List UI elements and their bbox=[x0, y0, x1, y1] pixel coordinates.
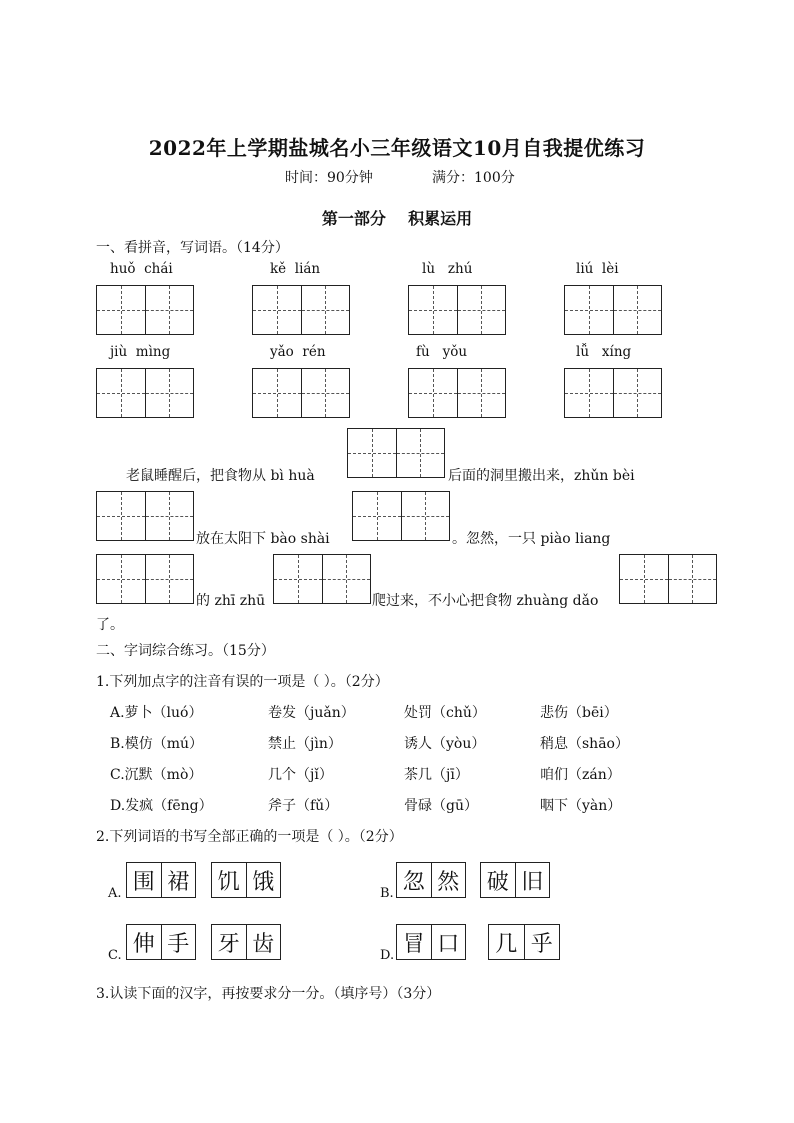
word-char: 口 bbox=[431, 925, 466, 959]
word-char: 乎 bbox=[524, 925, 560, 959]
option-item: 骨碌（gū） bbox=[404, 798, 478, 814]
word-char: 牙 bbox=[217, 931, 240, 957]
pinyin-label: yǎo rén bbox=[270, 344, 326, 360]
option-label: B. bbox=[380, 886, 394, 901]
answer-grid[interactable] bbox=[252, 368, 350, 418]
word-char: 然 bbox=[431, 863, 466, 897]
option-item: 茶几（jī） bbox=[404, 767, 469, 783]
word-char: 饿 bbox=[246, 863, 281, 897]
section1-heading: 一、看拼音，写词语。（14分） bbox=[96, 240, 289, 256]
word-box bbox=[211, 924, 281, 960]
answer-grid[interactable] bbox=[273, 554, 371, 604]
option-item: 几个（jǐ） bbox=[268, 767, 333, 783]
story-text: 。忽然，一只 piào liang bbox=[452, 531, 611, 547]
word-char: 伸 bbox=[132, 931, 155, 957]
word-char: 裙 bbox=[161, 863, 196, 897]
answer-grid[interactable] bbox=[352, 491, 450, 541]
question-3: 3.认读下面的汉字，再按要求分一分。（填序号）（3分） bbox=[96, 986, 441, 1002]
option-label: D. bbox=[380, 948, 395, 963]
option-item: 悲伤（bēi） bbox=[540, 705, 618, 721]
word-char: 破 bbox=[486, 869, 509, 895]
option-label: C. bbox=[108, 948, 122, 963]
word-char: 忽 bbox=[402, 869, 425, 895]
option-item: C.沉默（mò） bbox=[110, 767, 203, 783]
word-box bbox=[480, 862, 550, 898]
section2-heading: 二、字词综合练习。（15分） bbox=[96, 643, 275, 659]
story-text: 老鼠睡醒后，把食物从 bì huà bbox=[126, 468, 315, 484]
word-char: 冒 bbox=[402, 931, 425, 957]
pinyin-label: liú lèi bbox=[576, 261, 619, 277]
word-box bbox=[126, 924, 196, 960]
answer-grid[interactable] bbox=[408, 285, 506, 335]
word-box bbox=[488, 924, 560, 960]
word-char: 围 bbox=[132, 869, 155, 895]
question-1: 1.下列加点字的注音有误的一项是（ ）。（2分） bbox=[96, 674, 389, 690]
story-text: 爬过来，不小心把食物 zhuàng dǎo bbox=[372, 593, 599, 609]
exam-time: 时间：90分钟 bbox=[285, 170, 373, 186]
option-item: 卷发（juǎn） bbox=[268, 705, 355, 721]
pinyin-label: huǒ chái bbox=[110, 261, 173, 277]
pinyin-label: kě lián bbox=[270, 261, 321, 277]
answer-grid[interactable] bbox=[619, 554, 717, 604]
page-title: 2022年上学期盐城名小三年级语文10月自我提优练习 bbox=[148, 136, 646, 160]
answer-grid[interactable] bbox=[96, 554, 194, 604]
story-text: 了。 bbox=[96, 617, 124, 633]
pinyin-label: lù zhú bbox=[422, 261, 473, 277]
answer-grid[interactable] bbox=[564, 368, 662, 418]
part-title: 第一部分 积累运用 bbox=[321, 209, 473, 228]
word-box bbox=[211, 862, 281, 898]
word-char: 手 bbox=[161, 925, 196, 959]
option-label: A. bbox=[108, 886, 122, 901]
answer-grid[interactable] bbox=[347, 428, 445, 478]
pinyin-label: lǚ xíng bbox=[576, 344, 632, 360]
story-text: 放在太阳下 bào shài bbox=[196, 531, 330, 547]
answer-grid[interactable] bbox=[96, 368, 194, 418]
exam-full-score: 满分：100分 bbox=[432, 170, 515, 186]
word-char: 几 bbox=[495, 931, 518, 957]
word-char: 齿 bbox=[246, 925, 281, 959]
option-item: 咽下（yàn） bbox=[540, 798, 622, 814]
option-item: 禁止（jìn） bbox=[268, 736, 342, 752]
option-item: 处罚（chǔ） bbox=[404, 705, 486, 721]
answer-grid[interactable] bbox=[564, 285, 662, 335]
option-item: 咱们（zán） bbox=[540, 767, 621, 783]
word-box bbox=[396, 862, 466, 898]
option-item: 斧子（fǔ） bbox=[268, 798, 339, 814]
pinyin-label: jiù mìng bbox=[110, 344, 171, 360]
word-char: 旧 bbox=[515, 863, 550, 897]
question-2: 2.下列词语的书写全部正确的一项是（ ）。（2分） bbox=[96, 829, 403, 845]
option-item: A.萝卜（luó） bbox=[110, 705, 203, 721]
word-box bbox=[126, 862, 196, 898]
word-char: 饥 bbox=[217, 869, 240, 895]
story-text: 后面的洞里搬出来，zhǔn bèi bbox=[448, 468, 635, 484]
answer-grid[interactable] bbox=[252, 285, 350, 335]
answer-grid[interactable] bbox=[96, 491, 194, 541]
pinyin-label: fù yǒu bbox=[416, 344, 468, 360]
story-text: 的 zhī zhū bbox=[196, 593, 266, 609]
answer-grid[interactable] bbox=[96, 285, 194, 335]
option-item: D.发疯（fēng） bbox=[110, 798, 213, 814]
word-box bbox=[396, 924, 466, 960]
option-item: B.模仿（mú） bbox=[110, 736, 204, 752]
answer-grid[interactable] bbox=[408, 368, 506, 418]
option-item: 稍息（shāo） bbox=[540, 736, 629, 752]
option-item: 诱人（yòu） bbox=[404, 736, 486, 752]
